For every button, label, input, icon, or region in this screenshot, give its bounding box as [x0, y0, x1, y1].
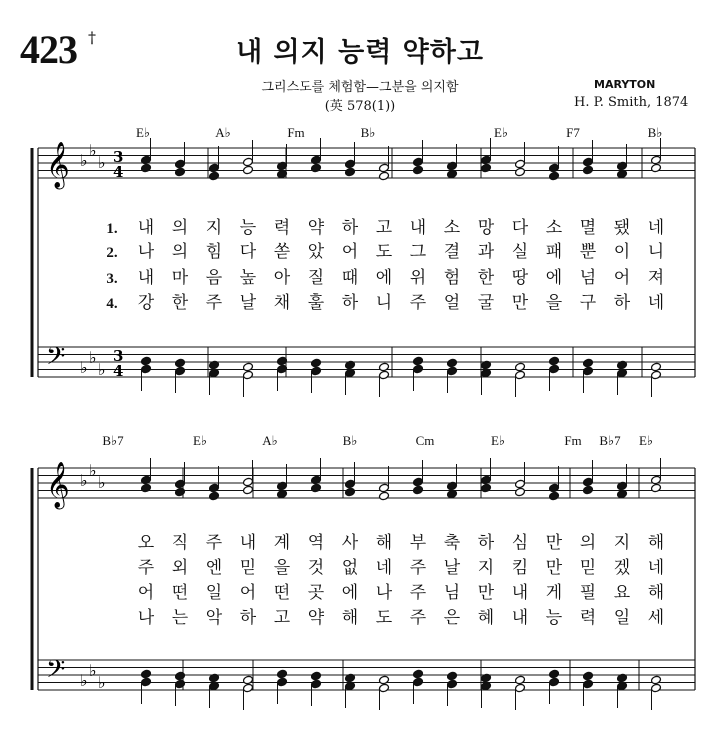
flat-icon: ♭: [98, 673, 106, 692]
verse-number: 3.: [106, 271, 118, 287]
lyric-syllable: 약: [307, 218, 325, 238]
lyric-syllable: 넘: [579, 268, 597, 288]
note-head: [515, 159, 526, 169]
note-head: [175, 358, 186, 368]
note-head: [141, 483, 152, 493]
note-head: [413, 485, 424, 495]
note-head: [515, 683, 526, 693]
note-head: [175, 671, 186, 681]
note-head: [413, 364, 424, 374]
lyric-syllable: 떤: [273, 583, 291, 603]
lyric-syllable: 그: [409, 242, 427, 262]
lyric-syllable: 필: [579, 583, 597, 603]
chord-symbol: F7: [566, 125, 580, 140]
lyric-syllable: 도: [375, 608, 393, 628]
verse-number: 1.: [106, 221, 118, 237]
flat-icon: ♭: [98, 360, 106, 379]
note-head: [413, 165, 424, 175]
lyric-syllable: 과: [477, 242, 495, 262]
lyric-syllable: 사: [341, 533, 359, 553]
lyric-syllable: 역: [307, 533, 325, 553]
note-head: [549, 171, 560, 181]
note-head: [447, 671, 458, 681]
lyric-syllable: 해: [375, 533, 393, 553]
note-head: [243, 675, 254, 685]
lyric-syllable: 강: [137, 293, 155, 313]
lyric-syllable: 곳: [307, 583, 325, 603]
lyric-syllable: 내: [511, 583, 529, 603]
system-1: [32, 125, 695, 397]
note-head: [379, 675, 390, 685]
note-head: [583, 157, 594, 167]
lyric-syllable: 지: [613, 533, 631, 553]
lyric-syllable: 만: [511, 293, 529, 313]
lyric-syllable: 능: [239, 218, 257, 238]
lyric-syllable: 날: [239, 293, 257, 313]
lyric-syllable: 주: [205, 293, 223, 313]
lyric-syllable: 오: [137, 533, 155, 553]
lyric-syllable: 해: [647, 583, 665, 603]
note-head: [311, 358, 322, 368]
lyric-syllable: 만: [545, 558, 563, 578]
note-head: [379, 683, 390, 693]
note-head: [379, 171, 390, 181]
lyric-syllable: 았: [307, 242, 325, 262]
lyric-syllable: 도: [375, 242, 393, 262]
lyric-syllable: 세: [647, 608, 665, 628]
note-head: [651, 362, 662, 372]
lyric-syllable: 위: [409, 268, 427, 288]
note-head: [549, 163, 560, 173]
chord-symbol: Fm: [564, 433, 582, 448]
note-head: [549, 356, 560, 366]
lyric-syllable: 고: [375, 218, 393, 238]
lyric-syllable: 의: [171, 242, 189, 262]
lyric-syllable: 내: [239, 533, 257, 553]
treble-clef-icon: 𝄞: [46, 462, 70, 508]
note-head: [243, 370, 254, 380]
lyric-syllable: 멸: [579, 218, 597, 238]
lyric-syllable: 주: [409, 558, 427, 578]
lyric-syllable: 때: [341, 268, 359, 288]
lyric-syllable: 해: [647, 533, 665, 553]
lyric-syllable: 다: [511, 218, 529, 238]
note-head: [243, 477, 254, 487]
lyric-syllable: 결: [443, 242, 461, 262]
lyric-syllable: 주: [409, 293, 427, 313]
bass-clef-icon: 𝄢: [46, 655, 66, 690]
lyric-syllable: 아: [273, 268, 291, 288]
chord-symbol: A♭: [262, 433, 278, 448]
lyric-syllable: 채: [273, 293, 291, 313]
lyric-syllable: 훌: [307, 293, 325, 313]
verse-number: 2.: [106, 245, 118, 261]
time-signature-icon: 4: [113, 362, 124, 380]
note-head: [583, 366, 594, 376]
lyric-syllable: 외: [171, 558, 189, 578]
hymn-subtitle: 그리스도를 체험함—그분을 의지함: [261, 80, 459, 95]
lyric-syllable: 주: [137, 558, 155, 578]
note-head: [209, 163, 220, 173]
lyric-syllable: 네: [647, 218, 665, 238]
lyric-syllable: 떤: [171, 583, 189, 603]
note-head: [379, 362, 390, 372]
note-head: [447, 358, 458, 368]
lyric-syllable: 네: [375, 558, 393, 578]
lyric-syllable: 의: [171, 218, 189, 238]
lyric-syllable: 부: [409, 533, 427, 553]
note-head: [651, 675, 662, 685]
note-head: [175, 167, 186, 177]
bass-clef-icon: 𝄢: [46, 342, 66, 377]
chord-symbol: E♭: [135, 125, 151, 140]
note-head: [583, 485, 594, 495]
flat-icon: ♭: [80, 151, 88, 170]
lyric-syllable: 님: [443, 583, 461, 603]
lyric-syllable: 고: [273, 608, 291, 628]
note-head: [583, 165, 594, 175]
time-signature-icon: 4: [113, 163, 124, 181]
lyric-syllable: 심: [511, 533, 529, 553]
note-head: [209, 491, 220, 501]
note-head: [141, 677, 152, 687]
hymn-title: 내 의지 능력 약하고: [236, 37, 484, 68]
flat-icon: ♭: [80, 471, 88, 490]
lyric-syllable: 없: [341, 558, 359, 578]
note-head: [583, 679, 594, 689]
note-head: [583, 671, 594, 681]
note-head: [515, 167, 526, 177]
lyric-syllable: 킴: [511, 558, 529, 578]
note-head: [209, 171, 220, 181]
lyric-syllable: 날: [443, 558, 461, 578]
lyric-syllable: 힘: [205, 242, 223, 262]
lyric-syllable: 주: [205, 533, 223, 553]
note-head: [277, 677, 288, 687]
lyric-syllable: 일: [205, 583, 223, 603]
lyric-syllable: 패: [545, 242, 563, 262]
note-head: [413, 157, 424, 167]
lyric-syllable: 얼: [443, 293, 461, 313]
lyric-syllable: 어: [341, 242, 359, 262]
note-head: [379, 163, 390, 173]
chord-symbol: B♭7: [599, 433, 621, 448]
note-head: [413, 477, 424, 487]
lyric-syllable: 은: [443, 608, 461, 628]
lyric-syllable: 질: [307, 268, 325, 288]
note-head: [583, 477, 594, 487]
composer-credit: H. P. Smith, 1874: [574, 95, 689, 110]
note-head: [583, 358, 594, 368]
note-head: [243, 362, 254, 372]
lyric-syllable: 에: [545, 268, 563, 288]
flat-icon: ♭: [89, 461, 97, 480]
note-head: [379, 491, 390, 501]
lyric-syllable: 을: [273, 558, 291, 578]
note-head: [209, 483, 220, 493]
note-head: [345, 479, 356, 489]
note-head: [175, 479, 186, 489]
note-head: [311, 679, 322, 689]
lyric-syllable: 나: [375, 583, 393, 603]
lyric-syllable: 지: [477, 558, 495, 578]
lyric-syllable: 엔: [205, 558, 223, 578]
chord-symbol: A♭: [215, 125, 231, 140]
flat-icon: ♭: [89, 661, 97, 680]
lyric-syllable: 계: [273, 533, 291, 553]
note-head: [481, 483, 492, 493]
lyric-syllable: 하: [239, 608, 257, 628]
lyric-syllable: 력: [273, 218, 291, 238]
note-head: [277, 669, 288, 679]
flat-icon: ♭: [89, 348, 97, 367]
note-head: [141, 163, 152, 173]
note-head: [549, 669, 560, 679]
chord-symbol: Fm: [287, 125, 305, 140]
lyric-syllable: 다: [239, 242, 257, 262]
lyric-syllable: 내: [409, 218, 427, 238]
lyric-syllable: 마: [171, 268, 189, 288]
lyric-syllable: 직: [171, 533, 189, 553]
note-head: [141, 356, 152, 366]
lyric-syllable: 쏟: [273, 242, 291, 262]
lyric-syllable: 나: [137, 242, 155, 262]
lyric-syllable: 땅: [511, 268, 529, 288]
lyric-syllable: 뿐: [579, 242, 597, 262]
lyric-syllable: 네: [647, 558, 665, 578]
lyric-syllable: 굴: [477, 293, 495, 313]
note-head: [515, 479, 526, 489]
lyric-syllable: 네: [647, 293, 665, 313]
chord-symbol: E♭: [493, 125, 509, 140]
note-head: [481, 163, 492, 173]
note-head: [549, 364, 560, 374]
lyric-syllable: 음: [205, 268, 223, 288]
note-head: [345, 167, 356, 177]
note-head: [175, 487, 186, 497]
note-head: [175, 679, 186, 689]
note-head: [243, 165, 254, 175]
note-head: [345, 487, 356, 497]
note-head: [447, 679, 458, 689]
note-head: [515, 362, 526, 372]
time-signature-icon: 3: [113, 148, 124, 166]
note-head: [549, 677, 560, 687]
lyric-syllable: 게: [545, 583, 563, 603]
lyric-syllable: 만: [545, 533, 563, 553]
lyric-syllable: 요: [613, 583, 631, 603]
lyric-syllable: 하: [477, 533, 495, 553]
note-head: [651, 370, 662, 380]
lyric-syllable: 일: [613, 608, 631, 628]
lyric-syllable: 하: [341, 293, 359, 313]
lyric-syllable: 악: [205, 608, 223, 628]
note-head: [243, 683, 254, 693]
lyric-syllable: 능: [545, 608, 563, 628]
lyric-syllable: 것: [307, 558, 325, 578]
system-2: [32, 433, 695, 710]
lyric-syllable: 하: [341, 218, 359, 238]
lyric-syllable: 는: [171, 608, 189, 628]
note-head: [243, 157, 254, 167]
lyric-syllable: 겠: [613, 558, 631, 578]
note-head: [413, 677, 424, 687]
note-head: [141, 364, 152, 374]
flat-icon: ♭: [98, 153, 106, 172]
note-head: [311, 483, 322, 493]
lyric-syllable: 한: [171, 293, 189, 313]
lyric-syllable: 구: [579, 293, 597, 313]
lyric-syllable: 내: [137, 268, 155, 288]
lyric-syllable: 주: [409, 608, 427, 628]
tune-name: MARYTON: [594, 78, 656, 91]
chord-symbol: B♭: [360, 125, 376, 140]
chord-symbol: E♭: [192, 433, 208, 448]
note-head: [447, 366, 458, 376]
treble-clef-icon: 𝄞: [46, 142, 70, 188]
note-head: [515, 487, 526, 497]
lyric-syllable: 나: [137, 608, 155, 628]
lyric-syllable: 의: [579, 533, 597, 553]
note-head: [549, 491, 560, 501]
chord-symbol: E♭: [638, 433, 654, 448]
lyric-syllable: 내: [137, 218, 155, 238]
lyric-syllable: 믿: [579, 558, 597, 578]
note-head: [651, 163, 662, 173]
note-head: [413, 356, 424, 366]
lyric-syllable: 험: [443, 268, 461, 288]
note-head: [141, 669, 152, 679]
lyric-syllable: 어: [239, 583, 257, 603]
lyric-syllable: 약: [307, 608, 325, 628]
lyric-syllable: 높: [239, 268, 257, 288]
note-head: [243, 485, 254, 495]
note-head: [311, 366, 322, 376]
lyric-syllable: 한: [477, 268, 495, 288]
lyric-syllable: 주: [409, 583, 427, 603]
lyric-syllable: 에: [375, 268, 393, 288]
note-head: [549, 483, 560, 493]
chord-symbol: B♭7: [102, 433, 124, 448]
note-head: [413, 669, 424, 679]
hymn-mark: †: [88, 28, 96, 47]
lyric-syllable: 됐: [613, 218, 631, 238]
flat-icon: ♭: [98, 473, 106, 492]
note-head: [311, 163, 322, 173]
note-head: [345, 159, 356, 169]
lyric-syllable: 믿: [239, 558, 257, 578]
lyric-syllable: 해: [341, 608, 359, 628]
chord-symbol: B♭: [342, 433, 358, 448]
lyric-syllable: 하: [613, 293, 631, 313]
lyric-syllable: 지: [205, 218, 223, 238]
chord-symbol: B♭: [647, 125, 663, 140]
lyric-syllable: 만: [477, 583, 495, 603]
lyric-syllable: 력: [579, 608, 597, 628]
note-head: [175, 159, 186, 169]
lyric-syllable: 니: [375, 293, 393, 313]
chord-symbol: E♭: [490, 433, 506, 448]
time-signature-icon: 3: [113, 347, 124, 365]
lyric-syllable: 내: [511, 608, 529, 628]
lyric-syllable: 망: [477, 218, 495, 238]
note-head: [651, 483, 662, 493]
lyric-syllable: 소: [443, 218, 461, 238]
lyric-syllable: 을: [545, 293, 563, 313]
note-head: [515, 370, 526, 380]
lyric-syllable: 어: [137, 583, 155, 603]
lyric-syllable: 실: [511, 242, 529, 262]
hymn-number: 423: [20, 27, 77, 72]
english-reference: (英 578(1)): [324, 99, 396, 114]
flat-icon: ♭: [80, 671, 88, 690]
lyric-syllable: 소: [545, 218, 563, 238]
flat-icon: ♭: [80, 358, 88, 377]
verse-number: 4.: [106, 296, 118, 312]
note-head: [651, 683, 662, 693]
lyric-syllable: 혜: [477, 608, 495, 628]
note-head: [515, 675, 526, 685]
note-head: [311, 671, 322, 681]
lyric-syllable: 니: [647, 242, 665, 262]
lyric-syllable: 져: [647, 268, 665, 288]
flat-icon: ♭: [89, 141, 97, 160]
note-head: [175, 366, 186, 376]
lyric-syllable: 어: [613, 268, 631, 288]
lyric-syllable: 에: [341, 583, 359, 603]
note-head: [379, 483, 390, 493]
lyric-syllable: 축: [443, 533, 461, 553]
lyric-syllable: 이: [613, 242, 631, 262]
chord-symbol: Cm: [415, 433, 435, 448]
note-head: [379, 370, 390, 380]
